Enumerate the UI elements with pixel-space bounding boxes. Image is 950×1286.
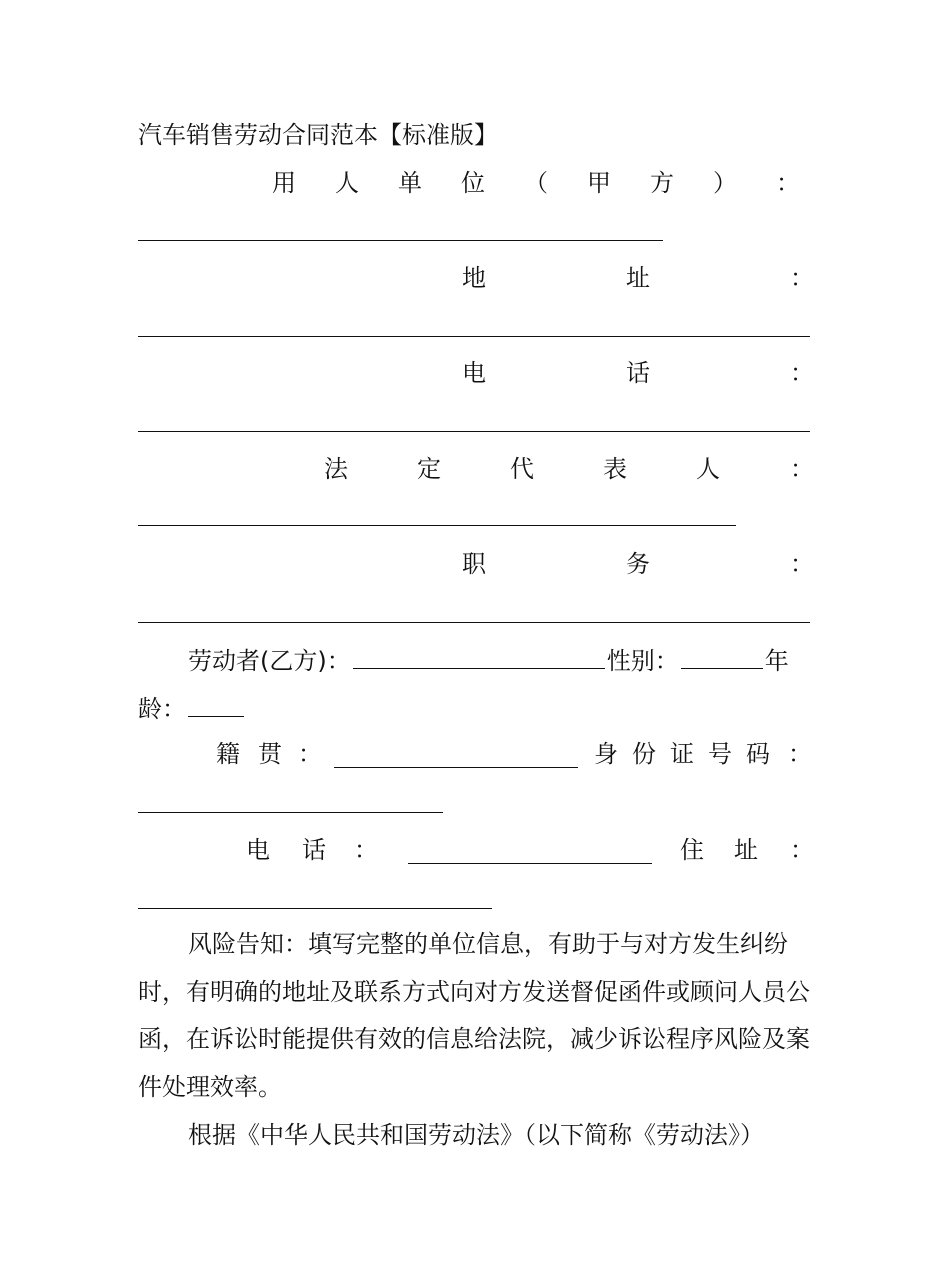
employer-blank[interactable] xyxy=(138,240,663,241)
worker-label: 劳动者(乙方)： xyxy=(188,647,351,675)
employer-label: 用 人 单 位 （ 甲 方 ） ： xyxy=(272,169,800,197)
age-blank[interactable] xyxy=(188,690,244,717)
contract-page: 汽车销售劳动合同范本【标准版】 用 人 单 位 （ 甲 方 ） ： 地 址 ： 电 话 ： 法 定 代 表 人 ： 职 务 ： 劳动者(乙方)： 性别： 年 龄： 籍 贯 ： 身 份 证 号 码 ： 电 话 ： 住 址 ： 风险告知：填写完整的单位信息，有助于与对方发生纠纷时，有明确的地址及联系方式向对方发送督促函件或顾问人员公函，在诉讼时能提供有效的信息给法院，减少诉讼程序风险及案件处理效率。 根据《中华人民共和国劳动法》（以下简称《劳动法》） xyxy=(0,0,950,1286)
residence-blank[interactable] xyxy=(138,908,492,909)
worker-phone-blank[interactable] xyxy=(408,833,652,864)
worker-name-blank[interactable] xyxy=(353,642,605,669)
risk-notice-paragraph: 风险告知：填写完整的单位信息，有助于与对方发生纠纷时，有明确的地址及联系方式向对方发送督促函件或顾问人员公函，在诉讼时能提供有效的信息给法院，减少诉讼程序风险及案件处理效率。 xyxy=(138,930,810,1101)
age-line xyxy=(138,690,810,726)
gender-label: 性别： xyxy=(606,647,679,675)
age-label-part-1: 年 xyxy=(764,647,789,675)
native-place-blank[interactable] xyxy=(334,737,578,768)
legal-basis-paragraph: 根据《中华人民共和国劳动法》（以下简称《劳动法》） xyxy=(188,1121,764,1149)
legal-rep-blank[interactable] xyxy=(138,525,736,526)
position-blank[interactable] xyxy=(138,622,810,623)
address-blank[interactable] xyxy=(138,336,810,337)
document-title: 汽车销售劳动合同范本【标准版】 xyxy=(138,121,498,149)
gender-blank[interactable] xyxy=(681,642,763,669)
age-label-part-2: 龄： xyxy=(138,695,186,723)
worker-line xyxy=(188,642,818,678)
phone-blank[interactable] xyxy=(138,431,810,432)
id-number-blank[interactable] xyxy=(138,812,443,813)
